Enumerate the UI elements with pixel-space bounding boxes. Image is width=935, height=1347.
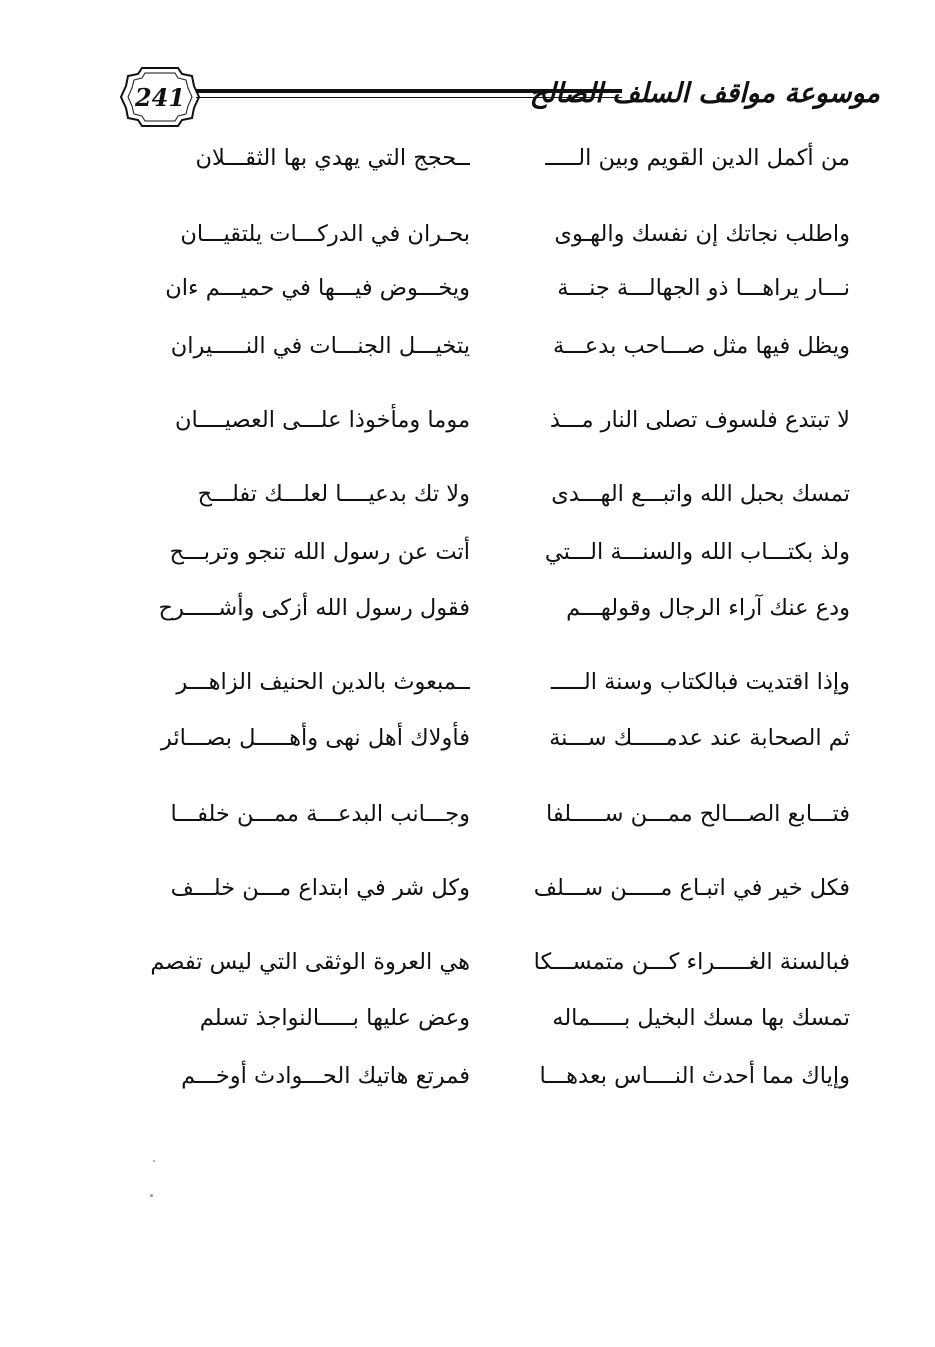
verse-first-hemistich: ثم الصحابة عند عدمـــــك ســـنة [549,725,850,751]
verse-second-hemistich: فقول رسول الله أزكى وأشـــــرح [158,595,470,621]
verse [0,472,935,516]
verse [0,866,935,910]
verse [0,792,935,836]
verse [0,324,935,368]
verse-first-hemistich: فبالسنة الغـــــراء كـــن متمســـكا [533,949,850,975]
scan-speck [153,1160,155,1162]
verse [0,996,935,1040]
verse [0,586,935,630]
verse-first-hemistich: لا تبتدع فلسوف تصلى النار مـــذ [549,407,850,433]
verse-first-hemistich: فكل خير في اتبـاع مـــــن ســـلف [533,875,850,901]
verse-first-hemistich: وإذا اقتديت فبالكتاب وسنة الـــــ [550,669,850,695]
verse-second-hemistich: هي العروة الوثقى التي ليس تفصم [150,949,470,975]
verse [0,530,935,574]
verse-second-hemistich: فمرتع هاتيك الحـــوادث أوخـــم [181,1063,470,1089]
verse-second-hemistich: وجـــانب البدعـــة ممـــن خلفـــا [170,801,470,827]
verse-first-hemistich: تمسك بها مسك البخيل بـــــماله [552,1005,850,1031]
verse [0,716,935,760]
verse [0,1054,935,1098]
verse-second-hemistich: فأولاك أهل نهى وأهـــــل بصـــائر [160,725,470,751]
page-number: 241 [134,82,186,112]
verse-first-hemistich: ولذ بكتـــاب الله والسنـــة الـــتي [544,539,850,565]
verse-second-hemistich: أتت عن رسول الله تنجو وتربـــح [169,539,470,565]
verse-second-hemistich: موما ومأخوذا علـــى العصيــــان [174,407,470,433]
verse-second-hemistich: يتخيـــل الجنـــات في النـــــيران [170,333,470,359]
scan-speck [150,1194,153,1197]
verse [0,212,935,256]
verse-first-hemistich: نـــار يراهـــا ذو الجهالـــة جنـــة [557,275,850,301]
verse-second-hemistich: ــحجج التي يهدي بها الثقـــلان [195,145,470,171]
verse-second-hemistich: وكل شر في ابتداع مـــن خلـــف [170,875,470,901]
verse-second-hemistich: ــمبعوث بالدين الحنيف الزاهـــر [176,669,470,695]
verse [0,940,935,984]
series-title: موسوعة مواقف السلف الصالح [529,78,880,109]
verse-first-hemistich: فتـــابع الصـــالح ممـــن ســـــلفا [546,801,850,827]
verse-second-hemistich: ويخـــوض فيـــها في حميـــم ءان [165,275,470,301]
verse-first-hemistich: تمسك بحبل الله واتبـــع الهـــدى [551,481,850,507]
verse [0,136,935,180]
verse-first-hemistich: ودع عنك آراء الرجال وقولهـــم [566,595,850,621]
verse-second-hemistich: وعض عليها بـــــالنواجذ تسلم [199,1005,470,1031]
verse-second-hemistich: ولا تك بدعيــــا لعلـــك تفلـــح [197,481,470,507]
verse [0,398,935,442]
verse [0,660,935,704]
verse-first-hemistich: من أكمل الدين القويم وبين الـــــ [545,145,850,171]
verse-first-hemistich: ويظل فيها مثل صـــاحب بدعـــة [553,333,850,359]
verse-second-hemistich: بحـران في الدركـــات يلتقيـــان [180,221,470,247]
verse-first-hemistich: وإياك مما أحدث النــــاس بعدهـــا [539,1063,850,1089]
verse [0,266,935,310]
verse-first-hemistich: واطلب نجاتك إن نفسك والهـوى [554,221,850,247]
